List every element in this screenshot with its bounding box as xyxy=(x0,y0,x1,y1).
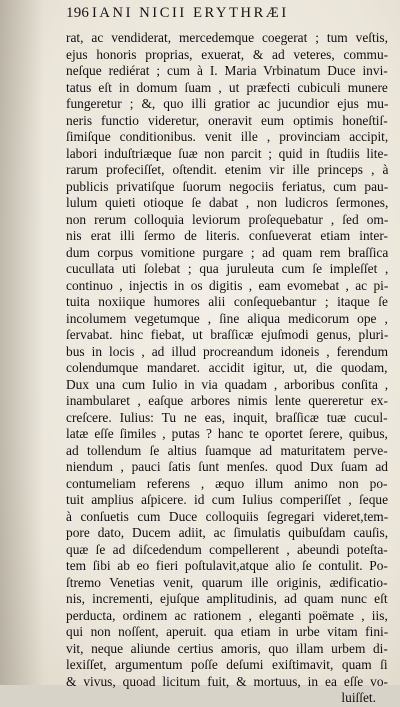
text-line xyxy=(66,311,388,328)
text-line xyxy=(66,608,388,625)
text-line xyxy=(66,212,388,229)
text-line-content: niendum , pauci ſatis ſunt menſes. quod Dux ſuam ad xyxy=(66,459,388,474)
text-line-content: tem ſibi ab eo fieri poſtulavit,atque alio ſe contulit. Po- xyxy=(66,558,388,573)
text-line-content: pore dato, Ducem adiit, ac ſimulatis quibuſdam cauſis, xyxy=(66,525,389,540)
text-line xyxy=(66,245,388,262)
text-line-content: creſcere. Iulius: Tu ne eas, inquit, braſſicæ tuæ cucul- xyxy=(66,409,388,425)
text-line-content: colendumque mandaret. accidit igitur, ut, die quodam, xyxy=(66,360,388,375)
text-line xyxy=(66,80,388,97)
text-line-content: tuit amplius aſpicere. id cum Iulius comperiſſet , ſeque xyxy=(66,492,389,507)
text-line-content: neris functio videretur, oneravit eum optimis honeſtiſ- xyxy=(66,112,388,128)
text-line-content: nis erat illi ſermo de literis. conſueverat etiam inter- xyxy=(66,228,388,243)
text-line xyxy=(66,228,388,245)
text-line xyxy=(66,63,388,80)
text-line xyxy=(66,410,388,427)
text-line xyxy=(66,426,388,443)
text-line xyxy=(66,393,388,410)
text-line-content: ſimiſque conditionibus. venit ille , provinciam accipit, xyxy=(66,129,389,144)
text-line-content: perducta, ordinem ac rationem , eleganti poëmate , iis, xyxy=(66,607,388,623)
text-line-content: rat, ac vendiderat, mercedemque coegerat ; tum veſtis, xyxy=(66,30,388,45)
text-line-content: nis, incrementi, ejuſque amplitudinis, ad quam nunc eſt xyxy=(66,591,388,606)
text-line-content: ſtremo Venetias venit, quarum ille originis, ædificatio- xyxy=(66,574,388,590)
running-head: IANI NICII ERYTHRÆI xyxy=(92,5,289,21)
text-line xyxy=(66,344,388,361)
text-line xyxy=(66,459,388,476)
text-line xyxy=(66,179,388,196)
text-line xyxy=(66,327,388,344)
text-line xyxy=(66,657,388,674)
text-line xyxy=(66,47,388,64)
text-line-content: rarum profeciſſet, oſtendit. etenim vir ille princeps , à xyxy=(66,162,389,177)
text-line xyxy=(66,113,388,130)
text-line-content: labori induſtriæque ſuæ non parcit ; quid in ſtudiis lite- xyxy=(66,145,388,161)
text-line-content: Dux una cum Iulio in via quadam , arboribus conſita , xyxy=(66,376,389,392)
text-line-content: latæ eſſe ſimiles , putas ? hanc te oportet ſerere, quibus, xyxy=(66,426,388,441)
text-line-content: non rerum colloquia leviorum proſequebatur , ſed om- xyxy=(66,211,389,227)
page-header xyxy=(66,5,386,27)
body-text xyxy=(66,30,388,707)
text-line-content: bus in locis , ad illud procreandum idoneis , ferendum xyxy=(66,343,388,359)
text-line-content: à conſuetis cum Duce colloquiis ſegregari videret,tem- xyxy=(66,508,389,524)
text-line-content: tatus eſt in domum ſuam , ut præfecti cubiculi munere xyxy=(66,79,388,95)
text-line xyxy=(66,525,388,542)
text-line: luiſſet. xyxy=(341,690,376,705)
text-line-content: quæ ſe ad diſcedendum compellerent , abeundi poteſta- xyxy=(66,541,388,557)
text-line xyxy=(66,558,388,575)
text-line xyxy=(66,146,388,163)
text-line xyxy=(66,476,388,493)
text-line-content: fungeretur ; &, quo illi gratior ac jucundior ejus mu- xyxy=(66,96,389,111)
text-line xyxy=(66,261,388,278)
text-line xyxy=(66,443,388,460)
text-line xyxy=(66,674,388,691)
text-line-content: incolumem vegetumque , ſine aliqua medicorum ope , xyxy=(66,310,388,326)
text-line xyxy=(66,96,388,113)
page-number: 196 xyxy=(66,5,90,21)
text-line xyxy=(66,492,388,509)
text-line-content: inambularet , eaſque arbores nimis lente quereretur ex- xyxy=(66,393,388,408)
text-line xyxy=(66,641,388,658)
text-line-content: contumeliam referens , æquo illum animo non po- xyxy=(66,475,388,491)
text-line xyxy=(66,30,388,47)
text-line-content: tuita noxiique humores alii conſequebantur ; itaque ſe xyxy=(66,294,388,309)
text-line xyxy=(66,591,388,608)
text-line xyxy=(66,360,388,377)
text-line-content: neſque rediérat ; cum à I. Maria Vrbinatum Duce invi- xyxy=(66,63,388,78)
text-line-content: ejus honoris proprias, exuerat, & ad veteres, commu- xyxy=(66,46,389,62)
text-line xyxy=(66,278,388,295)
text-line-content: publicis privatiſque ſuorum negociis feriatus, cum pau- xyxy=(66,178,389,194)
text-line xyxy=(66,377,388,394)
text-line-content: vit, neque aliunde certius amoris, quo illam urbem di- xyxy=(66,640,388,656)
text-line-content: dum corpus vomitione purgare ; ad quam rem braſſica xyxy=(66,244,389,260)
text-line-content: ſervabat. hinc fiebat, ut braſſicæ ejuſmodi genus, pluri- xyxy=(66,327,389,342)
text-line xyxy=(66,195,388,212)
text-line xyxy=(66,129,388,146)
text-line-content: qui non noſſent, aperuit. qua etiam in urbe vitam fini- xyxy=(66,624,389,639)
text-line xyxy=(66,575,388,592)
text-line-content: continuo , injectis in os digitis , eam evomebat , ac pi- xyxy=(66,277,389,293)
text-line xyxy=(66,624,388,641)
text-line-content: ad tollendum ſe altius ſuamque ad maturitatem perve- xyxy=(66,442,388,458)
page-gutter-shadow xyxy=(0,0,44,685)
text-line-content: & vivus, quoad licitum fuit, & mortuus, in ea eſſe vo- xyxy=(66,673,388,689)
text-line-content: lexiſſet, argumentum poſſe deſumi exiſtimavit, quam ſi xyxy=(66,657,388,672)
text-line-content: lulum quieti otioque ſe dabat , non ludicros ſermones, xyxy=(66,195,389,210)
text-line-content: cucullata uti ſolebat ; qua juruleuta cum ſe impleſſet , xyxy=(66,261,389,276)
text-line xyxy=(66,509,388,526)
text-line xyxy=(66,162,388,179)
text-line xyxy=(66,542,388,559)
text-line xyxy=(66,294,388,311)
